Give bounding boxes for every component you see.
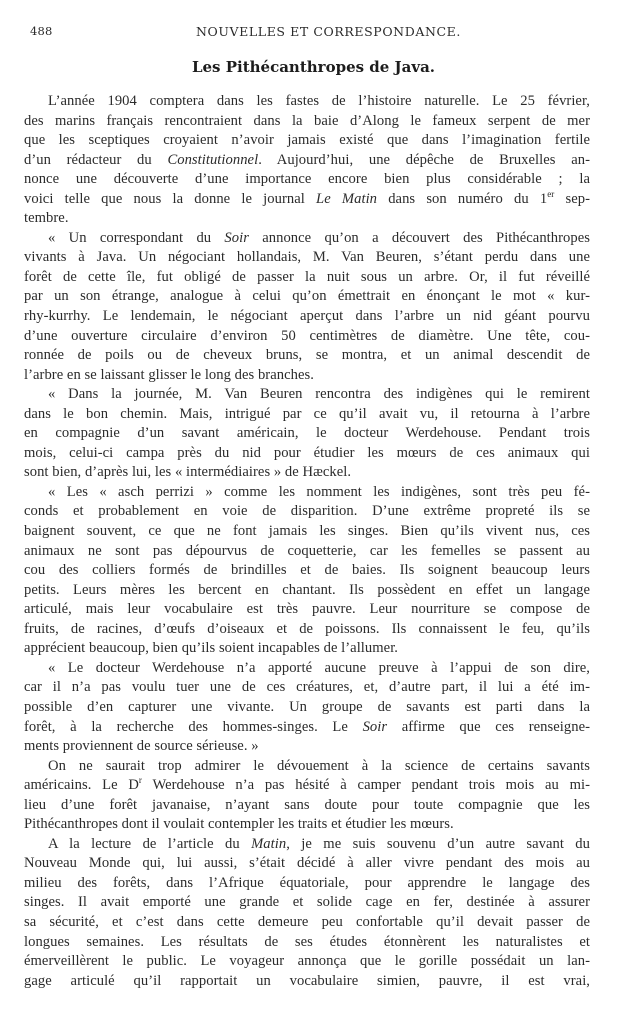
page-number: 488 <box>30 24 53 38</box>
text-segment: sa sécurité, et c’est dans cette demeure peu confortable qu’il devait passer de <box>24 913 590 930</box>
text-line <box>24 600 590 620</box>
text-line <box>24 972 590 992</box>
section-title: NOUVELLES ET CORRESPONDANCE. <box>196 24 461 39</box>
text-segment: petits. Leurs mères les bercent en chantant. Ils possèdent en effet un langage <box>24 581 590 598</box>
text-line <box>24 561 590 581</box>
text-segment: Werdehouse n’a pas hésité à camper pendant trois mois au mi- <box>141 777 590 794</box>
text-line <box>24 874 590 894</box>
text-line <box>24 170 590 190</box>
text-segment: animaux ne sont pas dépourvus de coquetterie, car les femelles se passent au <box>24 542 590 559</box>
text-segment: ments proviennent de source sérieuse. » <box>24 738 259 755</box>
text-segment: possible d’en capturer une vivante. Un groupe de savants est parti dans la <box>24 698 590 715</box>
text-line <box>24 776 590 796</box>
text-segment: affirme que ces renseigne- <box>387 718 591 735</box>
text-line <box>24 698 590 718</box>
text-segment: rhy-kurrhy. Le lendemain, le négociant aperçut dans l’arbre un nid géant pourvu <box>24 308 590 325</box>
italic-text: Matin <box>251 835 287 852</box>
italic-text: Soir <box>362 718 388 735</box>
text-line <box>24 737 590 757</box>
text-line <box>24 112 590 132</box>
text-line <box>24 893 590 913</box>
text-segment: L’année 1904 comptera dans les fastes de l’histoire naturelle. Le 25 février, <box>48 93 590 109</box>
superscript-text: er <box>547 188 555 199</box>
text-line <box>24 287 590 307</box>
text-line <box>24 659 590 679</box>
text-line <box>24 542 590 562</box>
text-segment: forêt de cette île, fut obligé de passer la nuit sous un arbre. Or, il fut réveillé <box>24 268 590 285</box>
text-line <box>24 854 590 874</box>
text-segment: des marins français rencontraient dans la baie d’Along le fameux serpent de mer <box>24 112 590 129</box>
text-line <box>24 502 590 522</box>
text-segment: forêt, à la recherche des hommes-singes. Le <box>24 718 363 735</box>
text-segment: , je me suis souvenu d’un autre savant du <box>286 835 591 852</box>
text-segment: apprécient beaucoup, bien qu’ils soient incapables de l’allumer. <box>24 640 398 657</box>
text-line <box>24 268 590 288</box>
text-segment: émerveillèrent le public. Le voyageur annonça que le gorille possédait un lan- <box>24 953 590 970</box>
text-segment: américains. Le D <box>24 777 139 794</box>
text-segment: conds et probablement en voie de disparition. D’une extrême propreté ils se <box>24 503 590 520</box>
text-line <box>24 620 590 640</box>
text-segment: « Le docteur Werdehouse n’a apporté aucune preuve à l’appui de son dire, <box>48 659 590 676</box>
text-segment: fruits, de racines, d’œufs d’oiseaux et de poissons. Ils connaissent le feu, qu’ils <box>24 620 590 637</box>
text-segment: « Les « asch perrizi » comme les nomment les indigènes, sont très peu fé- <box>48 483 590 500</box>
text-line <box>24 151 590 171</box>
text-segment: mois, celui-ci campa près du nid pour étudier les mœurs de ces animaux qui <box>24 444 590 461</box>
text-segment: voici telle que nous la donne le journal <box>24 190 317 207</box>
text-segment: A la lecture de l’article du <box>48 835 252 852</box>
article-body <box>24 92 590 991</box>
text-segment: longues semaines. Les résultats de ses études étonnèrent les naturalistes et <box>24 933 590 950</box>
text-line <box>24 190 590 210</box>
text-segment: lieu d’une forêt javanaise, n’ayant sans doute pour toute compagnie que les <box>24 796 590 813</box>
superscript-text: r <box>138 775 142 786</box>
text-line <box>24 463 590 483</box>
text-line <box>24 385 590 405</box>
text-line <box>24 131 590 151</box>
italic-text: Soir <box>224 229 249 246</box>
text-segment: milieu des forêts, dans l’Afrique équatoriale, pour apprendre le langage des <box>24 874 590 891</box>
text-line <box>24 366 590 386</box>
text-segment: d’une ouverture circulaire d’environ 50 centimètres de diamètre. Une tête, cou- <box>24 327 590 344</box>
text-segment: « Dans la journée, M. Van Beuren rencontra des indigènes qui le remirent <box>48 386 590 403</box>
text-segment: baignent souvent, ce que ne font jamais les singes. Bien qu’ils vivent nus, ces <box>24 523 590 540</box>
text-segment: Pithécanthropes dont il voulait contempler les traits et étudier les mœurs. <box>24 816 454 833</box>
text-line <box>24 718 590 738</box>
text-segment: dans le bon chemin. Mais, intrigué par ce qu’il avait vu, il retourna à l’arbre <box>24 405 590 422</box>
text-line <box>24 581 590 601</box>
text-line <box>24 678 590 698</box>
text-line <box>24 307 590 327</box>
text-segment: que les sceptiques croyaient n’avoir jamais existé que dans l’imagination fertile <box>24 132 590 149</box>
text-line <box>24 639 590 659</box>
text-segment: tembre. <box>24 210 69 227</box>
text-line <box>24 405 590 425</box>
text-segment: . Aujourd’hui, une dépêche de Bruxelles an- <box>258 151 590 168</box>
text-segment: cou des colliers formés de brindilles et de baies. Ils soignent beaucoup leurs <box>24 562 590 579</box>
text-segment: d’un rédacteur du <box>24 151 168 168</box>
text-segment: Nouveau Monde qui, lui aussi, s’était décidé à aller vivre pendant des mois au <box>24 855 590 872</box>
text-line <box>24 92 590 112</box>
text-line <box>24 346 590 366</box>
text-segment: singes. Il avait emporté une grande et solide cage en fer, destinée à assurer <box>24 894 590 911</box>
text-line <box>24 522 590 542</box>
text-line <box>24 835 590 855</box>
text-segment: sep- <box>554 190 590 207</box>
text-segment: dans son numéro du 1 <box>377 190 548 207</box>
text-line <box>24 424 590 444</box>
italic-text: Constitutionnel <box>167 151 259 168</box>
text-line <box>24 913 590 933</box>
article-title: Les Pithécanthropes de Java. <box>191 58 436 76</box>
text-line <box>24 933 590 953</box>
italic-text: Le Matin <box>316 190 378 207</box>
text-line <box>24 483 590 503</box>
text-segment: l’arbre en se laissant glisser le long des branches. <box>24 366 314 383</box>
text-segment: gage articulé qu’il rapportait un vocabulaire simien, pauvre, il est vrai, <box>24 972 590 989</box>
text-line <box>24 444 590 464</box>
text-segment: sont bien, d’après lui, les « intermédiaires » de Hæckel. <box>24 464 352 481</box>
running-head <box>30 24 577 42</box>
text-segment: annonce qu’on a découvert des Pithécanthropes <box>248 229 590 246</box>
text-segment: vivants à Java. Un négociant hollandais, M. Van Beuren, s’étant perdu dans une <box>24 249 590 266</box>
text-line <box>24 248 590 268</box>
text-segment: ronnée de poils ou de cheveux bruns, se montra, et un animal descendit de <box>24 347 590 364</box>
text-line <box>24 952 590 972</box>
text-line <box>24 229 590 249</box>
text-segment: « Un correspondant du <box>48 229 225 246</box>
text-segment: car il n’a pas voulu tuer une de ces créatures, et, d’autre part, il lui a été im- <box>24 679 590 696</box>
text-line <box>24 327 590 347</box>
text-segment: nonce une découverte d’une importance encore bien plus considérable ; la <box>24 171 590 188</box>
text-segment: On ne saurait trop admirer le dévouement à la science de certains savants <box>48 757 590 774</box>
text-line <box>24 757 590 777</box>
text-segment: par un son étrange, analogue à celui qu’on émettrait en énonçant le mot « kur- <box>24 288 590 305</box>
text-line <box>24 796 590 816</box>
text-line <box>24 209 590 229</box>
text-segment: articulé, mais leur vocabulaire est très pauvre. Leur nourriture se compose de <box>24 601 590 618</box>
text-line <box>24 815 590 835</box>
text-segment: en compagnie d’un savant américain, le docteur Werdehouse. Pendant trois <box>24 425 590 442</box>
